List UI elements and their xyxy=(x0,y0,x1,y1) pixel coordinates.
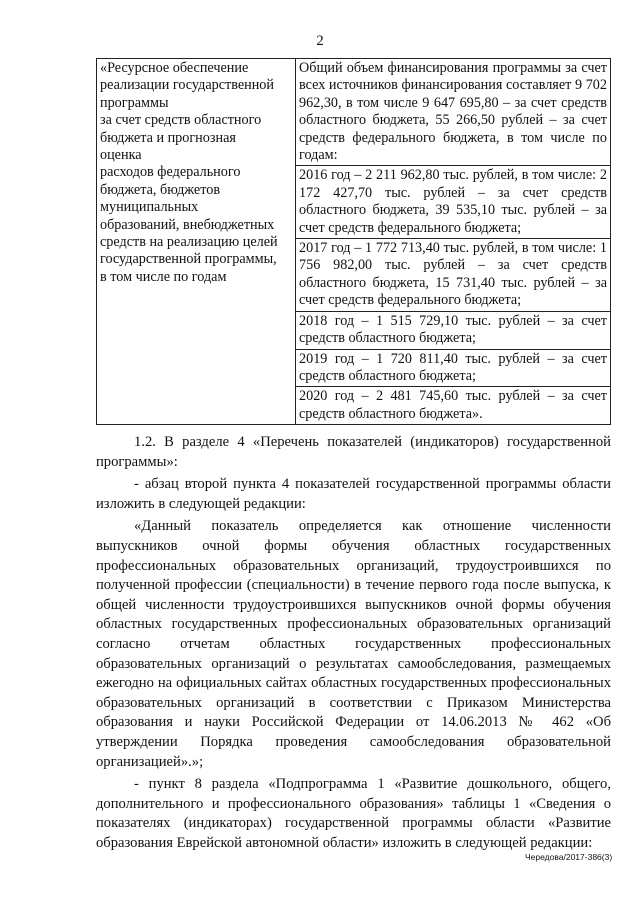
document-body xyxy=(96,433,611,856)
indicator-definition-paragraph: «Данный показатель определяется как отношение численности выпускников очной формы обучения областных государственных профессиональных образовательных организаций, трудоустроившихся по полученной профессии (специальности) в течение первого года после выпуска, к общей численности трудоустроившихся выпускников очной формы обучения областных государственных профессиональных образовательных организаций согласно отчетам областных государственных профессиональных образовательных организаций о результатах самообследования, размещаемых ежегодно на официальных сайтах областных государственных профессиональных образовательных организаций в соответствии с Приказом Министерства образования и науки Российской Федерации от 14.06.2013 № 462 «Об утверждении Порядка проведения самообследования образовательной организацией».»; xyxy=(96,518,611,770)
label-line: в том числе по годам xyxy=(100,268,227,285)
year-2017-cell: 2017 год – 1 772 713,40 тыс. рублей, в том числе: 1 756 982,00 тыс. рублей – за счет средств областного бюджета, 15 731,40 тыс. рублей – за счет средств федерального бюджета; xyxy=(296,239,611,312)
year-2018-cell: 2018 год – 1 515 729,10 тыс. рублей – за счет средств областного бюджета; xyxy=(296,311,611,349)
section-paragraph: 1.2. В разделе 4 «Перечень показателей (индикаторов) государственной программы»: xyxy=(96,434,611,470)
year-2019-cell: 2019 год – 1 720 811,40 тыс. рублей – за счет средств областного бюджета; xyxy=(296,349,611,387)
label-line: программы xyxy=(100,94,169,111)
year-2016-cell: 2016 год – 2 211 962,80 тыс. рублей, в том числе: 2 172 427,70 тыс. рублей – за счет средств областного бюджета, 39 535,10 тыс. рублей – за счет средств федерального бюджета; xyxy=(296,166,611,239)
resource-label-cell xyxy=(97,59,296,425)
label-line: бюджета, бюджетов xyxy=(100,181,221,198)
label-line: образований, внебюджетных xyxy=(100,216,275,233)
label-line: реализации государственной xyxy=(100,77,274,94)
label-line: муниципальных xyxy=(100,199,199,216)
amendment-paragraph: - пункт 8 раздела «Подпрограмма 1 «Развитие дошкольного, общего, дополнительного и профессионального образования» таблицы 1 «Сведения о показателях (индикаторах) государственной программы области «Развитие образования Еврейской автономной области» изложить в следующей редакции: xyxy=(96,776,611,851)
label-line: бюджета и прогнозная xyxy=(100,129,236,146)
funding-total-cell: Общий объем финансирования программы за счет всех источников финансирования составляет 9 702 962,30, в том числе 9 647 695,80 – за счет средств областного бюджета, 55 266,50 рублей – за счет средств федерального бюджета, в том числе по годам: xyxy=(296,59,611,166)
page-number: 2 xyxy=(316,33,324,49)
label-line: средств на реализацию целей xyxy=(100,234,278,251)
year-2020-cell: 2020 год – 2 481 745,60 тыс. рублей – за счет средств областного бюджета». xyxy=(296,387,611,425)
label-line: государственной программы, xyxy=(100,251,277,268)
document-code: Чередова/2017-386(3) xyxy=(525,852,613,862)
label-line: расходов федерального xyxy=(100,164,241,181)
amendment-paragraph: - абзац второй пункта 4 показателей государственной программы области изложить в следующей редакции: xyxy=(96,476,611,512)
label-line: оценка xyxy=(100,147,142,164)
label-line: «Ресурсное обеспечение xyxy=(100,60,249,76)
table-row xyxy=(97,59,611,166)
label-line: за счет средств областного xyxy=(100,112,262,129)
funding-table xyxy=(96,58,611,425)
